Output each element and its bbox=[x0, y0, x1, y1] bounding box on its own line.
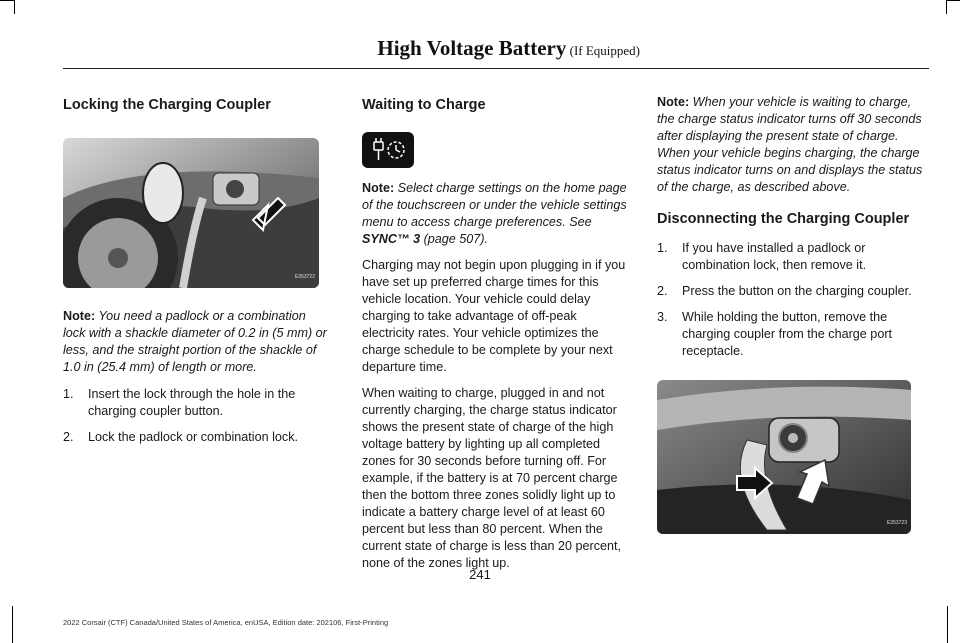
charge-settings-note bbox=[362, 180, 630, 248]
figure-code: E353722 bbox=[294, 274, 315, 280]
crop-mark bbox=[14, 0, 15, 14]
step-text: Insert the lock through the hole in the charging coupler button. bbox=[88, 387, 296, 418]
step-text: If you have installed a padlock or combination lock, then remove it. bbox=[682, 241, 867, 272]
step-number: 1. bbox=[657, 241, 668, 255]
step-text: Lock the padlock or combination lock. bbox=[88, 430, 299, 444]
step-number: 2. bbox=[657, 284, 668, 298]
step-number: 3. bbox=[657, 310, 668, 324]
list-item bbox=[63, 429, 331, 446]
crop-mark bbox=[947, 606, 948, 643]
section-heading-disconnecting: Disconnecting the Charging Coupler bbox=[657, 211, 910, 227]
crop-mark bbox=[946, 0, 947, 14]
page-number: 241 bbox=[469, 567, 491, 582]
disconnecting-coupler-figure bbox=[657, 380, 911, 534]
figure-code: E353723 bbox=[886, 520, 907, 526]
note-text: When your vehicle is waiting to charge, the charge status indicator turns off 30 seconds after displaying the present state of charge. When your vehicle begins charging, the charge status indicator turns on and displays the status of the charge, as described above. bbox=[657, 95, 923, 194]
charge-port-removal-illustration bbox=[657, 380, 911, 534]
section-heading-waiting: Waiting to Charge bbox=[362, 97, 486, 113]
locking-coupler-figure bbox=[63, 138, 319, 288]
step-number: 2. bbox=[63, 430, 74, 444]
step-text: While holding the button, remove the charging coupler from the charge port receptacle. bbox=[682, 310, 893, 358]
column-1 bbox=[63, 94, 331, 446]
list-item bbox=[657, 309, 925, 360]
sync-link[interactable]: SYNC™ 3 bbox=[362, 232, 421, 246]
charge-timer-icon bbox=[362, 132, 414, 168]
note-label: Note: bbox=[362, 181, 395, 195]
list-item bbox=[63, 386, 331, 420]
disconnecting-steps bbox=[657, 240, 925, 360]
plug-clock-icon bbox=[362, 132, 414, 168]
step-text: Press the button on the charging coupler. bbox=[682, 284, 912, 298]
note-page-ref: (page 507). bbox=[420, 232, 489, 246]
step-number: 1. bbox=[63, 387, 74, 401]
list-item bbox=[657, 240, 925, 274]
header-divider bbox=[63, 68, 929, 69]
page-title bbox=[377, 36, 640, 61]
car-charge-port-illustration bbox=[63, 138, 319, 288]
paragraph: Charging may not begin upon plugging in if you have set up preferred charge times for this vehicle location. Your vehicle could delay charging to take advantage of off-peak electricity rates. Your vehicle optimizes the charge schedule to be complete by your next departure time. bbox=[362, 258, 626, 374]
status-indicator-note bbox=[657, 94, 925, 196]
paragraph: When waiting to charge, plugged in and not currently charging, the charge status indicator shows the present state of charge of the high voltage battery by lighting up all completed zones for 30 seconds before turning off. For example, if the battery is at 70 percent charge then the bottom three zones solidly light up to indicate a battery charge level of at least 60 percent but less than 80 percent. When the current state of charge is less than 20 percent, none of the zones light up. bbox=[362, 386, 622, 570]
note-label: Note: bbox=[63, 309, 96, 323]
title-text: High Voltage Battery bbox=[377, 36, 567, 60]
crop-mark bbox=[946, 0, 960, 1]
padlock-note bbox=[63, 308, 331, 376]
locking-steps bbox=[63, 386, 331, 446]
note-label: Note: bbox=[657, 95, 690, 109]
note-text: You need a padlock or a combination lock with a shackle diameter of 0.2 in (5 mm) or less, and the straight portion of the shackle of 1.0 in (25.4 mm) of length or more. bbox=[63, 309, 327, 374]
note-text: Select charge settings on the home page of the touchscreen or under the vehicle settings menu to access charge preferences. See bbox=[362, 181, 627, 229]
list-item bbox=[657, 283, 925, 300]
title-subtitle: (If Equipped) bbox=[566, 43, 640, 58]
section-heading-locking: Locking the Charging Coupler bbox=[63, 97, 271, 113]
footer-edition: 2022 Corsair (CTF) Canada/United States of America, enUSA, Edition date: 202106, First-Printing bbox=[63, 618, 389, 627]
crop-mark bbox=[12, 606, 13, 643]
column-2 bbox=[362, 94, 630, 572]
column-3 bbox=[657, 94, 925, 534]
crop-mark bbox=[0, 0, 14, 1]
